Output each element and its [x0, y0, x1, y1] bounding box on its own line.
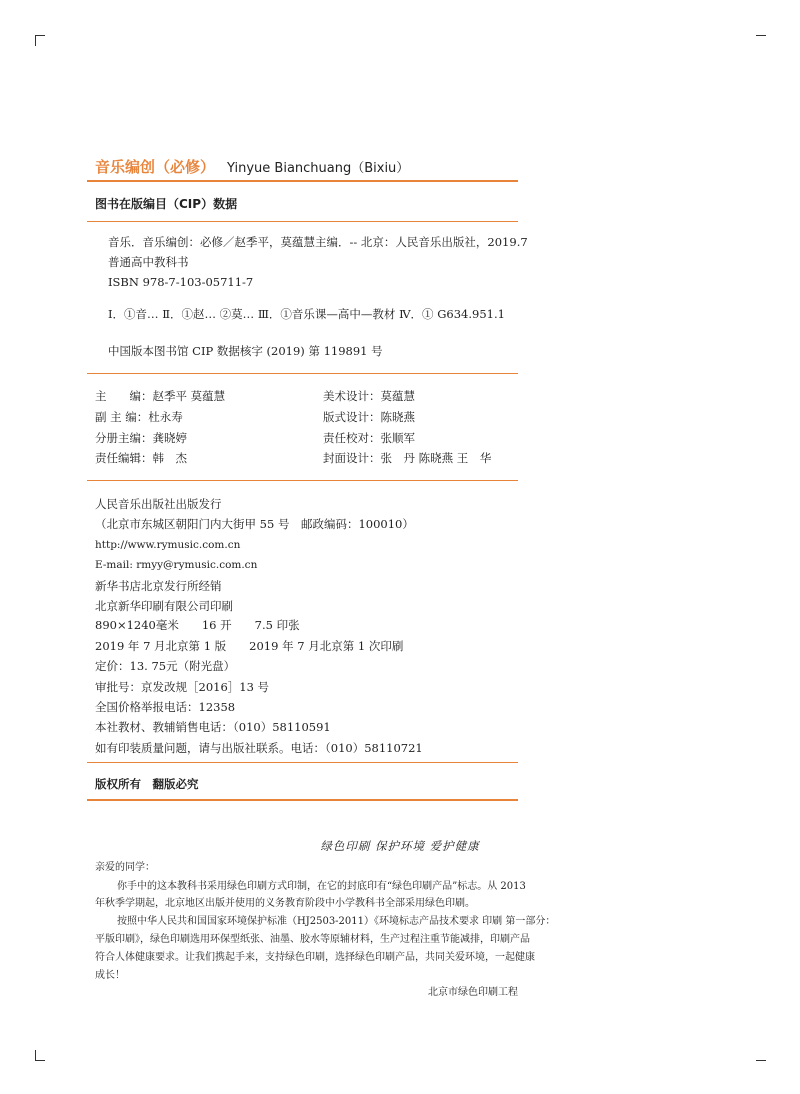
green-signature: 北京市绿色印刷工程	[428, 987, 518, 998]
divider	[87, 480, 518, 481]
publisher-line: 定价：13. 75元（附光盘）	[95, 659, 236, 673]
publisher-line: 新华书店北京发行所经销	[95, 579, 222, 593]
divider	[87, 799, 518, 801]
publisher-line: 人民音乐出版社出版发行	[95, 497, 222, 511]
book-title-cn: 音乐编创（必修）	[95, 158, 216, 176]
green-printing-title: 绿色印刷 保护环境 爱护健康	[320, 839, 480, 853]
cip-line: 普通高中教科书	[108, 255, 189, 269]
divider	[87, 221, 518, 222]
credit-right: 版式设计：陈晓燕	[323, 410, 415, 424]
publisher-line: 如有印装质量问题，请与出版社联系。电话：（010）58110721	[95, 741, 423, 755]
crop-mark-top-left	[35, 35, 45, 36]
crop-mark-top-right	[756, 35, 766, 36]
cip-line: 音乐．音乐编创：必修／赵季平，莫蕴慧主编．-- 北京：人民音乐出版社，2019.7	[108, 235, 528, 249]
copyright-notice: 版权所有 翻版必究	[95, 777, 199, 791]
publisher-email[interactable]: E-mail: rmyy@rymusic.com.cn	[95, 559, 258, 571]
cip-heading: 图书在版编目（CIP）数据	[95, 197, 238, 211]
green-paragraph-line: 平版印刷》，绿色印刷选用环保型纸张、油墨、胶水等原辅材料，生产过程注重节能减排，印刷产品	[95, 934, 530, 945]
book-title-pinyin: Yinyue Bianchuang（Bixiu）	[227, 161, 410, 176]
publisher-line: 审批号：京发改规［2016］13 号	[95, 680, 270, 694]
credit-left: 主 编：赵季平 莫蕴慧	[95, 389, 226, 403]
cip-line: 中国版本图书馆 CIP 数据核字 (2019) 第 119891 号	[108, 344, 383, 358]
green-paragraph-line: 年秋季学期起，北京地区出版并使用的义务教育阶段中小学教科书全部采用绿色印刷。	[95, 898, 475, 909]
credit-right: 封面设计：张 丹 陈晓燕 王 华	[323, 451, 492, 465]
green-paragraph-line: 按照中华人民共和国国家环境保护标准（HJ2503-2011）《环境标志产品技术要求 印刷 第一部分：	[117, 916, 556, 927]
crop-mark-bottom-left	[35, 1060, 45, 1061]
credit-left: 副 主 编：杜永寿	[95, 410, 183, 424]
publisher-address: （北京市东城区朝阳门内大街甲 55 号 邮政编码：100010）	[95, 517, 414, 531]
publisher-line: 全国价格举报电话：12358	[95, 700, 236, 714]
cip-line: Ⅰ．①音… Ⅱ．①赵… ②莫… Ⅲ．①音乐课—高中—教材 Ⅳ．① G634.951.1	[108, 307, 505, 321]
divider	[87, 180, 518, 182]
green-paragraph-line: 成长！	[95, 970, 125, 981]
green-paragraph-line: 你手中的这本教科书采用绿色印刷方式印制，在它的封底印有“绿色印刷产品”标志。从 2013	[117, 881, 526, 892]
publisher-line: 本社教材、教辅销售电话：（010）58110591	[95, 720, 331, 734]
green-paragraph-line: 符合人体健康要求。让我们携起手来，支持绿色印刷，选择绿色印刷产品，共同关爱环境，一起健康	[95, 952, 535, 963]
divider	[87, 762, 518, 763]
crop-mark-bottom-right	[756, 1060, 766, 1061]
publisher-line: 北京新华印刷有限公司印刷	[95, 599, 233, 613]
credit-left: 责任编辑：韩 杰	[95, 451, 187, 465]
divider	[87, 373, 518, 374]
credit-right: 责任校对：张顺军	[323, 431, 415, 445]
cip-line: ISBN 978-7-103-05711-7	[108, 275, 254, 289]
credit-left: 分册主编：龚晓婷	[95, 431, 187, 445]
publisher-line: 890×1240毫米 16 开 7.5 印张	[95, 618, 300, 632]
green-greeting: 亲爱的同学：	[95, 862, 155, 873]
publisher-website[interactable]: http://www.rymusic.com.cn	[95, 539, 241, 551]
crop-mark-top-left	[35, 35, 36, 46]
book-title	[95, 156, 409, 177]
credit-right: 美术设计：莫蕴慧	[323, 389, 415, 403]
publisher-line: 2019 年 7 月北京第 1 版 2019 年 7 月北京第 1 次印刷	[95, 639, 404, 653]
